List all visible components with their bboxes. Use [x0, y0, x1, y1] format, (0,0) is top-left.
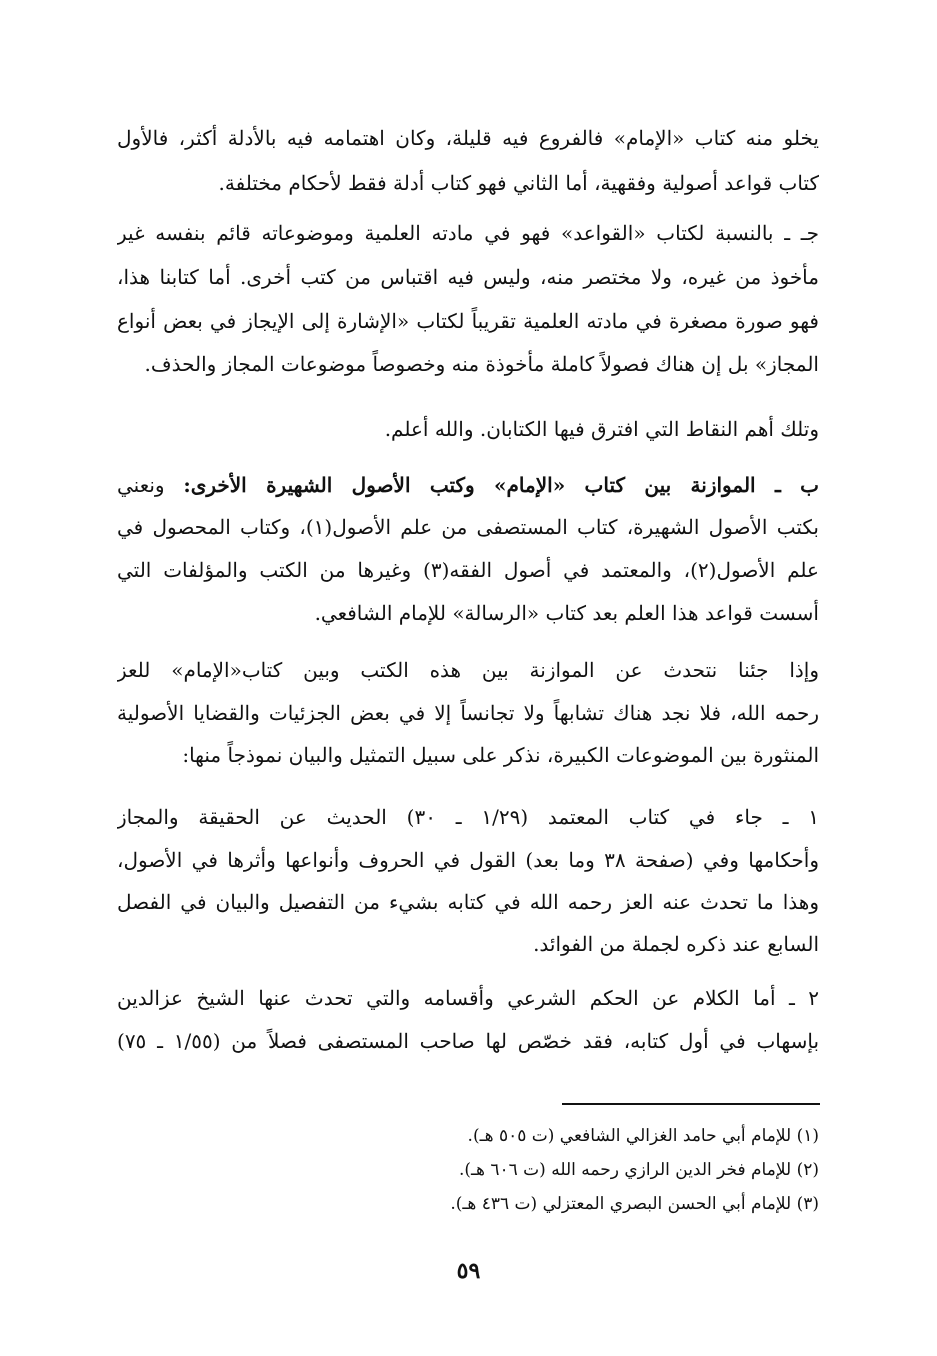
heading-continuation: ونعني: [117, 473, 165, 497]
text-line: كتاب قواعد أصولية وفقهية، أما الثاني فهو كتاب أدلة فقط لأحكام مختلفة.: [218, 171, 819, 195]
footnote-separator: [562, 1103, 820, 1105]
page-number: ٥٩: [456, 1258, 481, 1284]
section-heading-line: [117, 465, 819, 505]
text-line: المجاز» بل إن هناك فصولاً كاملة مأخوذة منه وخصوصاً موضوعات المجاز والحذف.: [144, 352, 819, 376]
text-line: السابع عند ذكره لجملة من الفوائد.: [533, 932, 819, 956]
text-line: يخلو منه كتاب «الإمام» فالفروع فيه قليلة، وكان اهتمامه فيه بالأدلة أكثر، فالأول: [117, 126, 819, 150]
text-line: أسست قواعد هذا العلم بعد كتاب «الرسالة» للإمام الشافعي.: [314, 601, 819, 625]
text-line: بكتب الأصول الشهيرة، كتاب المستصفى من علم الأصول(١)، وكتاب المحصول في: [117, 515, 819, 539]
text-line: وإذا جئنا نتحدث عن الموازنة بين هذه الكتب وبين كتاب«الإمام» للعز: [117, 658, 819, 682]
footnote: (٢) للإمام فخر الدين الرازي رحمه الله (ت ٦٠٦ هـ).: [458, 1160, 819, 1180]
text-line: وتلك أهم النقاط التي افترق فيها الكتابان. والله أعلم.: [384, 417, 819, 441]
text-line: علم الأصول(٢)، والمعتمد في أصول الفقه(٣) وغيرها من الكتب والمؤلفات التي: [117, 558, 819, 582]
footnote: (١) للإمام أبي حامد الغزالي الشافعي (ت ٥٠٥ هـ).: [467, 1126, 819, 1146]
text-line: المنثورة بين الموضوعات الكبيرة، نذكر على سبيل التمثيل والبيان نموذجاً منها:: [182, 743, 819, 767]
footnote: (٣) للإمام أبي الحسن البصري المعتزلي (ت ٤٣٦ هـ).: [450, 1194, 819, 1214]
section-heading: ب ـ الموازنة بين كتاب «الإمام» وكتب الأصول الشهيرة الأخرى:: [183, 473, 819, 497]
text-line: جـ ـ بالنسبة لكتاب «القواعد» فهو في مادته العلمية وموضوعاته قائم بنفسه غير: [117, 221, 819, 245]
text-line: بإسهاب في أول كتابه، فقد خصّص لها صاحب المستصفى فصلاً من (١/٥٥ ـ ٧٥): [117, 1029, 819, 1053]
text-line: مأخوذ من غيره، ولا مختصر منه، وليس فيه اقتباس من كتب أخرى. أما كتابنا هذا،: [117, 265, 819, 289]
text-line: وهذا ما تحدث عنه العز رحمه الله في كتابه بشيء من التفصيل والبيان في الفصل: [117, 890, 819, 914]
text-line: ٢ ـ أما الكلام عن الحكم الشرعي وأقسامه والتي تحدث عنها الشيخ عزالدين: [117, 986, 819, 1010]
text-line: وأحكامها وفي (صفحة ٣٨ وما بعد) القول في الحروف وأنواعها وأثرها في الأصول،: [117, 848, 819, 872]
text-line: فهو صورة مصغرة في مادته العلمية تقريباً لكتاب «الإشارة إلى الإيجاز في بعض أنواع: [117, 309, 819, 333]
text-line: ١ ـ جاء في كتاب المعتمد (١/٢٩ ـ ٣٠) الحديث عن الحقيقة والمجاز: [117, 805, 819, 829]
text-line: رحمه الله، فلا نجد هناك تشابهاً ولا تجانساً إلا في بعض الجزئيات والقضايا الأصولية: [117, 701, 819, 725]
